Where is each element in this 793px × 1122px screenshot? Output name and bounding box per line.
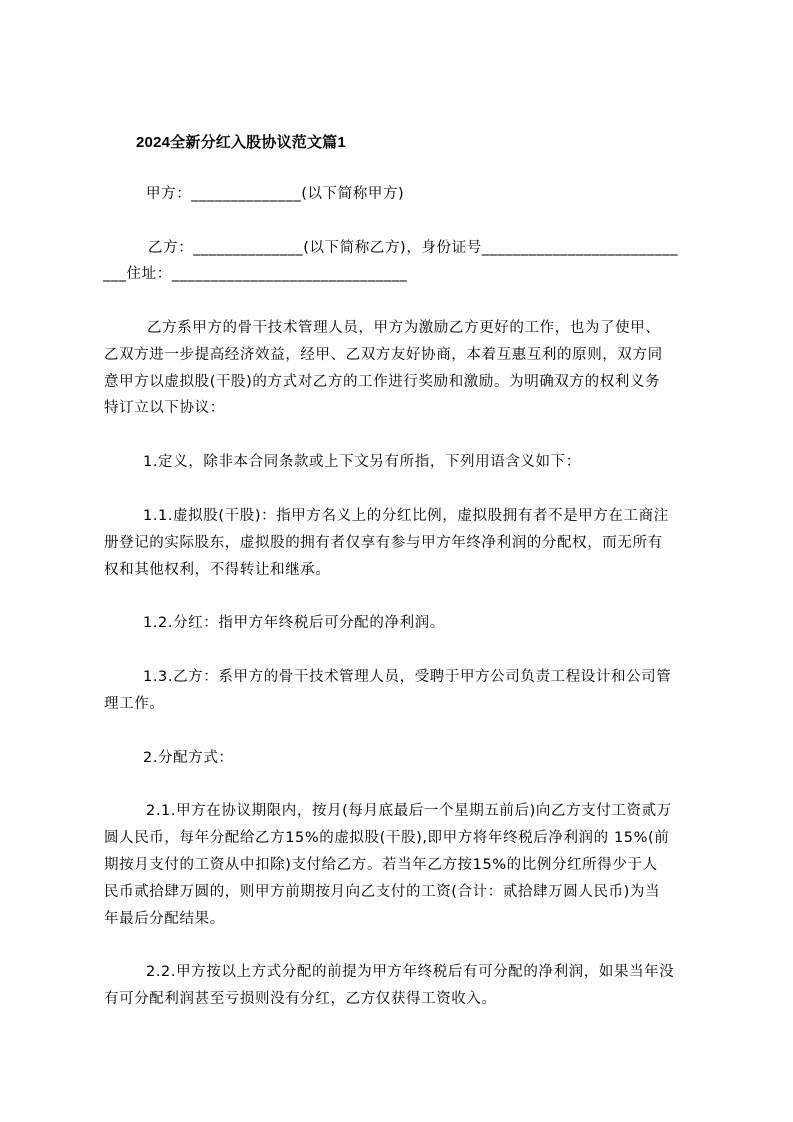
section-1-3-line: 1.3.乙方：系甲方的骨干技术管理人员，受聘于甲方公司负责工程设计和公司管 bbox=[143, 669, 672, 685]
party-b-line-1: 乙方：______________(以下简称乙方)，身份证号_________________________ bbox=[148, 240, 679, 256]
intro-line: 特订立以下协议： bbox=[104, 400, 225, 416]
intro-line: 乙方系甲方的骨干技术管理人员，甲方为激励乙方更好的工作，也为了使甲、 bbox=[147, 320, 661, 336]
party-a-line: 甲方：______________(以下简称甲方) bbox=[146, 186, 405, 202]
section-1-heading: 1.定义，除非本合同条款或上下文另有所指，下列用语含义如下： bbox=[143, 454, 581, 470]
section-1-2: 1.2.分红：指甲方年终税后可分配的净利润。 bbox=[143, 615, 445, 631]
intro-line: 乙双方进一步提高经济效益，经甲、乙双方友好协商，本着互惠互利的原则，双方同 bbox=[104, 347, 663, 363]
section-2-1-line: 民币贰拾肆万圆的，则甲方前期按月向乙支付的工资(合计：贰拾肆万圆人民币)为当 bbox=[104, 884, 661, 900]
section-2-1-line: 圆人民币，每年分配给乙方15%的虚拟股(干股),即甲方将年终税后净利润的 15%(前 bbox=[104, 830, 670, 846]
section-2-1-line: 2.1.甲方在协议期限内，按月(每月底最后一个星期五前后)向乙方支付工资贰万 bbox=[146, 803, 672, 819]
document-title: 2024全新分红入股协议范文篇1 bbox=[136, 134, 346, 151]
section-1-1-line: 1.1.虚拟股(干股)：指甲方名义上的分红比例，虚拟股拥有者不是甲方在工商注 bbox=[143, 508, 669, 524]
party-b-line-2: ___住址：______________________________ bbox=[103, 266, 408, 282]
intro-line: 意甲方以虚拟股(干股)的方式对乙方的工作进行奖励和激励。为明确双方的权利义务 bbox=[104, 374, 661, 390]
section-2-2-line: 2.2.甲方按以上方式分配的前提为甲方年终税后有可分配的净利润，如果当年没 bbox=[146, 964, 675, 980]
section-1-3-line: 理工作。 bbox=[104, 696, 165, 712]
section-1-1-line: 册登记的实际股东，虚拟股的拥有者仅享有参与甲方年终净利润的分配权，而无所有 bbox=[104, 535, 663, 551]
section-2-2-line: 有可分配利润甚至亏损则没有分红，乙方仅获得工资收入。 bbox=[104, 991, 497, 1007]
section-2-1-line: 期按月支付的工资从中扣除)支付给乙方。若当年乙方按15%的比例分红所得少于人 bbox=[104, 857, 658, 873]
section-2-heading: 2.分配方式： bbox=[143, 750, 234, 766]
section-2-1-line: 年最后分配结果。 bbox=[104, 911, 225, 927]
section-1-1-line: 权和其他权利，不得转让和继承。 bbox=[104, 562, 331, 578]
